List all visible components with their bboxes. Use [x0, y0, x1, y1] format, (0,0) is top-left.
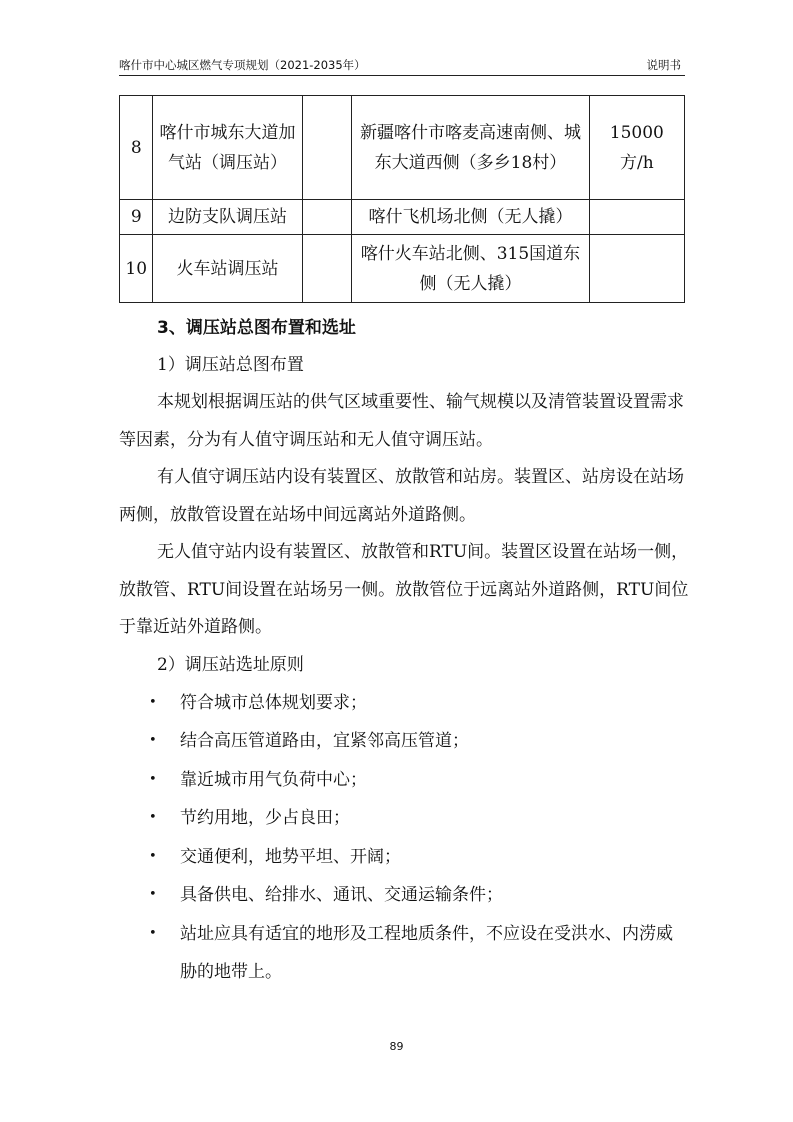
station-table [119, 95, 685, 303]
station-location: 喀什火车站北侧、315国道东侧（无人撬） [352, 235, 589, 303]
list-item [119, 876, 689, 915]
bullet-icon: • [149, 810, 157, 825]
station-name: 边防支队调压站 [153, 200, 302, 235]
subsection-heading: 1）调压站总图布置 [157, 355, 304, 375]
table-row [120, 200, 685, 235]
list-item-text: 站址应具有适宜的地形及工程地质条件，不应设在受洪水、内涝威胁的地带上。 [180, 923, 673, 982]
document-section-label: 说明书 [646, 58, 681, 72]
bullet-icon: • [149, 771, 157, 787]
station-capacity [589, 200, 684, 235]
page-header [119, 53, 685, 76]
station-name: 火车站调压站 [153, 235, 302, 303]
table-row [120, 235, 685, 303]
list-item [119, 799, 689, 838]
bullet-icon: • [149, 694, 157, 710]
empty-cell [302, 200, 352, 235]
principles-list [119, 684, 689, 992]
empty-cell [302, 96, 352, 200]
station-capacity: 15000方/h [589, 96, 684, 200]
station-number: 8 [120, 96, 153, 200]
station-location: 喀什飞机场北侧（无人撬） [352, 200, 589, 235]
section-heading: 3、调压站总图布置和选址 [157, 318, 356, 338]
bullet-icon: • [149, 733, 157, 748]
list-item-text: 靠近城市用气负荷中心； [180, 769, 367, 790]
subsection-heading: 2）调压站选址原则 [157, 654, 304, 675]
table-row [120, 96, 685, 200]
station-name: 喀什市城东大道加气站（调压站） [153, 96, 302, 200]
bullet-icon: • [149, 848, 157, 864]
paragraph: 有人值守调压站内设有装置区、放散管和站房。装置区、站房设在站场两侧，放散管设置在站场中间远离站外道路侧。 [119, 467, 684, 525]
bullet-icon: • [149, 887, 157, 902]
empty-cell [302, 235, 352, 303]
list-item [119, 684, 689, 723]
page-number: 89 [389, 1040, 404, 1053]
list-item-text: 结合高压管道路由，宜紧邻高压管道； [180, 731, 469, 751]
bullet-icon: • [149, 925, 157, 941]
list-item-text: 符合城市总体规划要求； [180, 692, 367, 713]
paragraph: 本规划根据调压站的供气区域重要性、输气规模以及清管装置设置需求等因素，分为有人值守调压站和无人值守调压站。 [119, 392, 684, 450]
list-item [119, 722, 689, 761]
station-number: 9 [120, 200, 153, 235]
list-item-text: 交通便利，地势平坦、开阔； [180, 846, 401, 867]
list-item-text: 具备供电、给排水、通讯、交通运输条件； [180, 885, 503, 905]
list-item-text: 节约用地，少占良田； [180, 808, 350, 828]
list-item [119, 915, 689, 992]
document-title: 喀什市中心城区燃气专项规划（2021-2035年） [119, 58, 366, 72]
station-number: 10 [120, 235, 153, 303]
body-content [119, 310, 689, 992]
station-location: 新疆喀什市喀麦高速南侧、城东大道西侧（多乡18村） [352, 96, 589, 200]
list-item [119, 838, 689, 877]
list-item [119, 761, 689, 800]
paragraph: 无人值守站内设有装置区、放散管和RTU间。装置区设置在站场一侧，放散管、RTU间设置在站场另一侧。放散管位于远离站外道路侧，RTU间位于靠近站外道路侧。 [119, 542, 689, 637]
station-capacity [589, 235, 684, 303]
